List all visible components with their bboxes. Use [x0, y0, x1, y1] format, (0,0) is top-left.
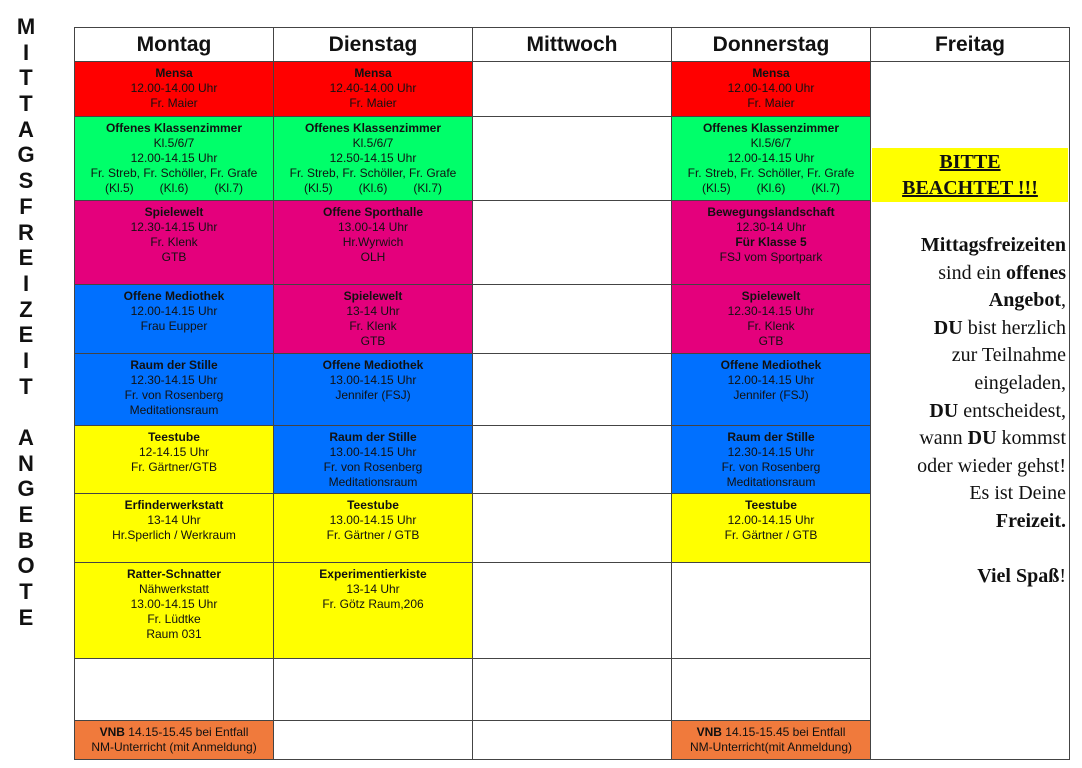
- side-title-letter: E: [18, 502, 34, 528]
- class-row: [105, 181, 243, 196]
- activity-staff: Fr. Gärtner / GTB: [724, 528, 818, 542]
- vnb-line-1: VNB 14.15-15.45 bei Entfall: [696, 725, 846, 739]
- mittwoch-slot: [472, 284, 672, 354]
- notice-text-line: DU bist herzlich: [933, 316, 1066, 339]
- activity-time: 12.00-14.15 Uhr: [727, 513, 815, 527]
- notice-text-line: zur Teilnahme: [951, 344, 1066, 367]
- donnerstag-vnb: [671, 720, 871, 760]
- activity-time: 12.30-14.15 Uhr: [727, 445, 815, 459]
- activity-title: Offene Mediothek: [123, 289, 225, 303]
- class-label: (Kl.7): [413, 181, 442, 195]
- activity-title: Mensa: [752, 66, 790, 80]
- activity-staff: Fr. von Rosenberg: [323, 460, 423, 474]
- class-label: (Kl.6): [159, 181, 189, 195]
- activity-staff: Fr. Maier: [349, 96, 397, 110]
- dienstag-empty-1: [273, 658, 473, 721]
- activity-time: 13-14 Uhr: [147, 513, 201, 527]
- side-title-letter: T: [19, 91, 33, 117]
- class-label: (Kl.7): [811, 181, 840, 195]
- montag-ratter-schnatter: [74, 562, 274, 659]
- activity-time: 13-14 Uhr: [346, 304, 400, 318]
- activity-room: OLH: [360, 250, 386, 264]
- side-title-letter: T: [19, 373, 33, 399]
- donnerstag-mensa: [671, 61, 871, 117]
- montag-mediothek: [74, 284, 274, 354]
- side-title-letter: R: [18, 219, 34, 245]
- class-label: (Kl.7): [214, 181, 243, 195]
- vertical-title: [0, 14, 52, 631]
- notice-text-line: oder wieder gehst!: [917, 454, 1066, 477]
- activity-title: Raum der Stille: [329, 430, 417, 444]
- activity-title: Spielewelt: [343, 289, 403, 303]
- activity-time: 13.00-14 Uhr: [337, 220, 409, 234]
- activity-time: 12.00-14.15 Uhr: [130, 151, 218, 165]
- activity-staff: Jennifer (FSJ): [335, 388, 411, 402]
- montag-vnb: [74, 720, 274, 760]
- vnb-line-1: VNB 14.15-15.45 bei Entfall: [99, 725, 249, 739]
- activity-time: 12.30-14.15 Uhr: [727, 304, 815, 318]
- activity-time: 13-14 Uhr: [346, 582, 400, 596]
- mittwoch-slot: [472, 353, 672, 426]
- activity-staff: Frau Eupper: [140, 319, 208, 333]
- activity-time: 13.00-14.15 Uhr: [329, 445, 417, 459]
- activity-title: Spielewelt: [144, 205, 204, 219]
- activity-title: Bewegungslandschaft: [707, 205, 835, 219]
- activity-title: Raum der Stille: [727, 430, 815, 444]
- activity-title: Erfinderwerkstatt: [124, 498, 224, 512]
- activity-time: 12.50-14.15 Uhr: [329, 151, 417, 165]
- montag-teestube: [74, 425, 274, 494]
- notice-text-line: Viel Spaß!: [977, 565, 1066, 588]
- activity-staff: Fr. Gärtner/GTB: [130, 460, 217, 474]
- activity-staff: Fr. Klenk: [349, 319, 397, 333]
- side-title-letter: T: [19, 579, 33, 605]
- side-title-letter: E: [18, 322, 34, 348]
- dienstag-mediothek: [273, 353, 473, 426]
- side-title-letter: S: [18, 168, 34, 194]
- activity-staff: Fr. von Rosenberg: [124, 388, 224, 402]
- dienstag-klassenzimmer: [273, 116, 473, 201]
- notice-text-line: DU entscheidest,: [929, 399, 1066, 422]
- montag-empty: [74, 658, 274, 721]
- activity-title: Offenes Klassenzimmer: [105, 121, 243, 135]
- activity-time: 12.00-14.00 Uhr: [130, 81, 218, 95]
- notice-text-line: eingeladen,: [974, 371, 1066, 394]
- side-title-letter: O: [17, 553, 35, 579]
- dienstag-experimentierkiste: [273, 562, 473, 659]
- side-title-letter: G: [17, 476, 35, 502]
- mittwoch-slot: [472, 658, 672, 721]
- donnerstag-empty-2: [671, 658, 871, 721]
- donnerstag-klassenzimmer: [671, 116, 871, 201]
- activity-staff: FSJ vom Sportpark: [719, 250, 823, 264]
- activity-staff: Jennifer (FSJ): [733, 388, 809, 402]
- header-mittwoch: Mittwoch: [472, 27, 672, 62]
- activity-time: 12.30-14 Uhr: [735, 220, 807, 234]
- header-donnerstag: Donnerstag: [671, 27, 871, 62]
- activity-title: Teestube: [745, 498, 797, 512]
- class-label: (Kl.6): [358, 181, 388, 195]
- side-title-letter: G: [17, 142, 35, 168]
- vnb-line-2: NM-Unterricht(mit Anmeldung): [689, 740, 853, 754]
- mittwoch-slot: [472, 720, 672, 760]
- class-row: [702, 181, 840, 196]
- activity-room: GTB: [360, 334, 386, 348]
- montag-spielewelt: [74, 200, 274, 285]
- mittwoch-slot: [472, 61, 672, 117]
- dienstag-spielewelt: [273, 284, 473, 354]
- dienstag-mensa: [273, 61, 473, 117]
- header-dienstag: Dienstag: [273, 27, 473, 62]
- side-title-letter: M: [16, 14, 36, 39]
- activity-title: Spielewelt: [741, 289, 801, 303]
- activity-title: Teestube: [148, 430, 200, 444]
- montag-mensa: [74, 61, 274, 117]
- montag-stille: [74, 353, 274, 426]
- header-freitag: Freitag: [870, 27, 1070, 62]
- activity-title: Teestube: [347, 498, 399, 512]
- activity-title: Offene Mediothek: [322, 358, 424, 372]
- class-label: (Kl.5): [303, 181, 333, 195]
- activity-time: 12.00-14.15 Uhr: [727, 373, 815, 387]
- class-label: (Kl.5): [701, 181, 731, 195]
- activity-title: Offene Mediothek: [720, 358, 822, 372]
- side-title-letter: A: [18, 116, 34, 142]
- activity-time: 13.00-14.15 Uhr: [329, 513, 417, 527]
- notice-box: [872, 148, 1068, 202]
- donnerstag-mediothek: [671, 353, 871, 426]
- activity-staff: Fr. Gärtner / GTB: [326, 528, 420, 542]
- class-row: [304, 181, 442, 196]
- dienstag-teestube: [273, 493, 473, 563]
- activity-classes: Kl.5/6/7: [153, 136, 195, 150]
- activity-staff: Hr.Sperlich / Werkraum: [112, 528, 236, 542]
- donnerstag-spielewelt: [671, 284, 871, 354]
- activity-staff: Fr. Klenk: [747, 319, 795, 333]
- mittwoch-slot: [472, 425, 672, 494]
- activity-title: Offenes Klassenzimmer: [304, 121, 442, 135]
- activity-time: 12.00-14.15 Uhr: [130, 304, 218, 318]
- activity-classes: Kl.5/6/7: [352, 136, 394, 150]
- activity-title: Offene Sporthalle: [322, 205, 423, 219]
- activity-title: Mensa: [354, 66, 392, 80]
- dienstag-stille: [273, 425, 473, 494]
- activity-room: Raum 031: [146, 627, 202, 641]
- mittwoch-slot: [472, 116, 672, 201]
- activity-room: Meditationsraum: [726, 475, 816, 489]
- side-title-letter: N: [18, 450, 34, 476]
- side-title-letter: B: [18, 527, 34, 553]
- notice-text: [876, 232, 1066, 591]
- class-label: (Kl.6): [756, 181, 786, 195]
- activity-room: Meditationsraum: [129, 403, 219, 417]
- activity-time: 13.00-14.15 Uhr: [329, 373, 417, 387]
- notice-spacer: [876, 536, 1066, 564]
- notice-text-line: Mittagsfreizeiten: [920, 234, 1066, 256]
- notice-text-line: Es ist Deine: [969, 482, 1066, 505]
- header-montag: Montag: [74, 27, 274, 62]
- mittwoch-slot: [472, 493, 672, 563]
- activity-time: 12.00-14.15 Uhr: [727, 151, 815, 165]
- notice-text-line: wann DU kommst: [919, 427, 1066, 450]
- dienstag-sporthalle: [273, 200, 473, 285]
- notice-text-line: Freizeit.: [995, 509, 1066, 532]
- notice-line-2: BEACHTET !!!: [902, 177, 1038, 199]
- activity-title: Offenes Klassenzimmer: [702, 121, 840, 135]
- mittwoch-slot: [472, 562, 672, 659]
- montag-erfinderwerkstatt: [74, 493, 274, 563]
- activity-classes: Kl.5/6/7: [750, 136, 792, 150]
- activity-staff: Fr. Streb, Fr. Schöller, Fr. Grafe: [90, 166, 258, 180]
- activity-time: 12-14.15 Uhr: [138, 445, 210, 459]
- side-title-letter: I: [22, 270, 30, 296]
- activity-title: Ratter-Schnatter: [126, 567, 222, 581]
- donnerstag-empty-1: [671, 562, 871, 659]
- notice-text-line: Angebot,: [988, 289, 1066, 312]
- side-title-letter: F: [19, 193, 33, 219]
- activity-staff: Fr. Maier: [747, 96, 795, 110]
- activity-subtitle: Nähwerkstatt: [138, 582, 210, 596]
- activity-staff: Fr. Maier: [150, 96, 198, 110]
- activity-staff: Fr. von Rosenberg: [721, 460, 821, 474]
- donnerstag-stille: [671, 425, 871, 494]
- activity-time: 12.30-14.15 Uhr: [130, 373, 218, 387]
- side-title-letter: I: [22, 39, 30, 65]
- activity-staff: Fr. Götz Raum,206: [322, 597, 424, 611]
- activity-room: GTB: [161, 250, 187, 264]
- activity-room: GTB: [758, 334, 784, 348]
- activity-staff: Fr. Streb, Fr. Schöller, Fr. Grafe: [289, 166, 457, 180]
- class-label: (Kl.5): [104, 181, 134, 195]
- activity-time: 12.30-14.15 Uhr: [130, 220, 218, 234]
- activity-time: 13.00-14.15 Uhr: [130, 597, 218, 611]
- notice-line-1: BITTE: [939, 151, 1001, 173]
- dienstag-empty-2: [273, 720, 473, 760]
- side-title-letter: I: [22, 347, 30, 373]
- side-title-letter: T: [19, 65, 33, 91]
- activity-time: 12.40-14.00 Uhr: [329, 81, 417, 95]
- side-title-letter: A: [18, 425, 34, 450]
- side-title-letter: E: [18, 604, 34, 630]
- activity-title: Mensa: [155, 66, 193, 80]
- side-title-letter: E: [18, 245, 34, 271]
- notice-text-line: sind ein offenes: [938, 261, 1066, 284]
- activity-staff: Hr.Wyrwich: [342, 235, 404, 249]
- activity-time: 12.00-14.00 Uhr: [727, 81, 815, 95]
- donnerstag-bewegungslandschaft: [671, 200, 871, 285]
- activity-room: Meditationsraum: [328, 475, 418, 489]
- activity-title: Raum der Stille: [130, 358, 218, 372]
- vnb-line-2: NM-Unterricht (mit Anmeldung): [91, 740, 257, 754]
- mittwoch-slot: [472, 200, 672, 285]
- activity-staff: Fr. Lüdtke: [147, 612, 201, 626]
- activity-title: Experimentierkiste: [319, 567, 427, 581]
- activity-staff: Fr. Streb, Fr. Schöller, Fr. Grafe: [687, 166, 855, 180]
- montag-klassenzimmer: [74, 116, 274, 201]
- activity-staff: Fr. Klenk: [150, 235, 198, 249]
- donnerstag-teestube: [671, 493, 871, 563]
- side-title-letter: Z: [19, 296, 33, 322]
- activity-note: Für Klasse 5: [735, 235, 807, 249]
